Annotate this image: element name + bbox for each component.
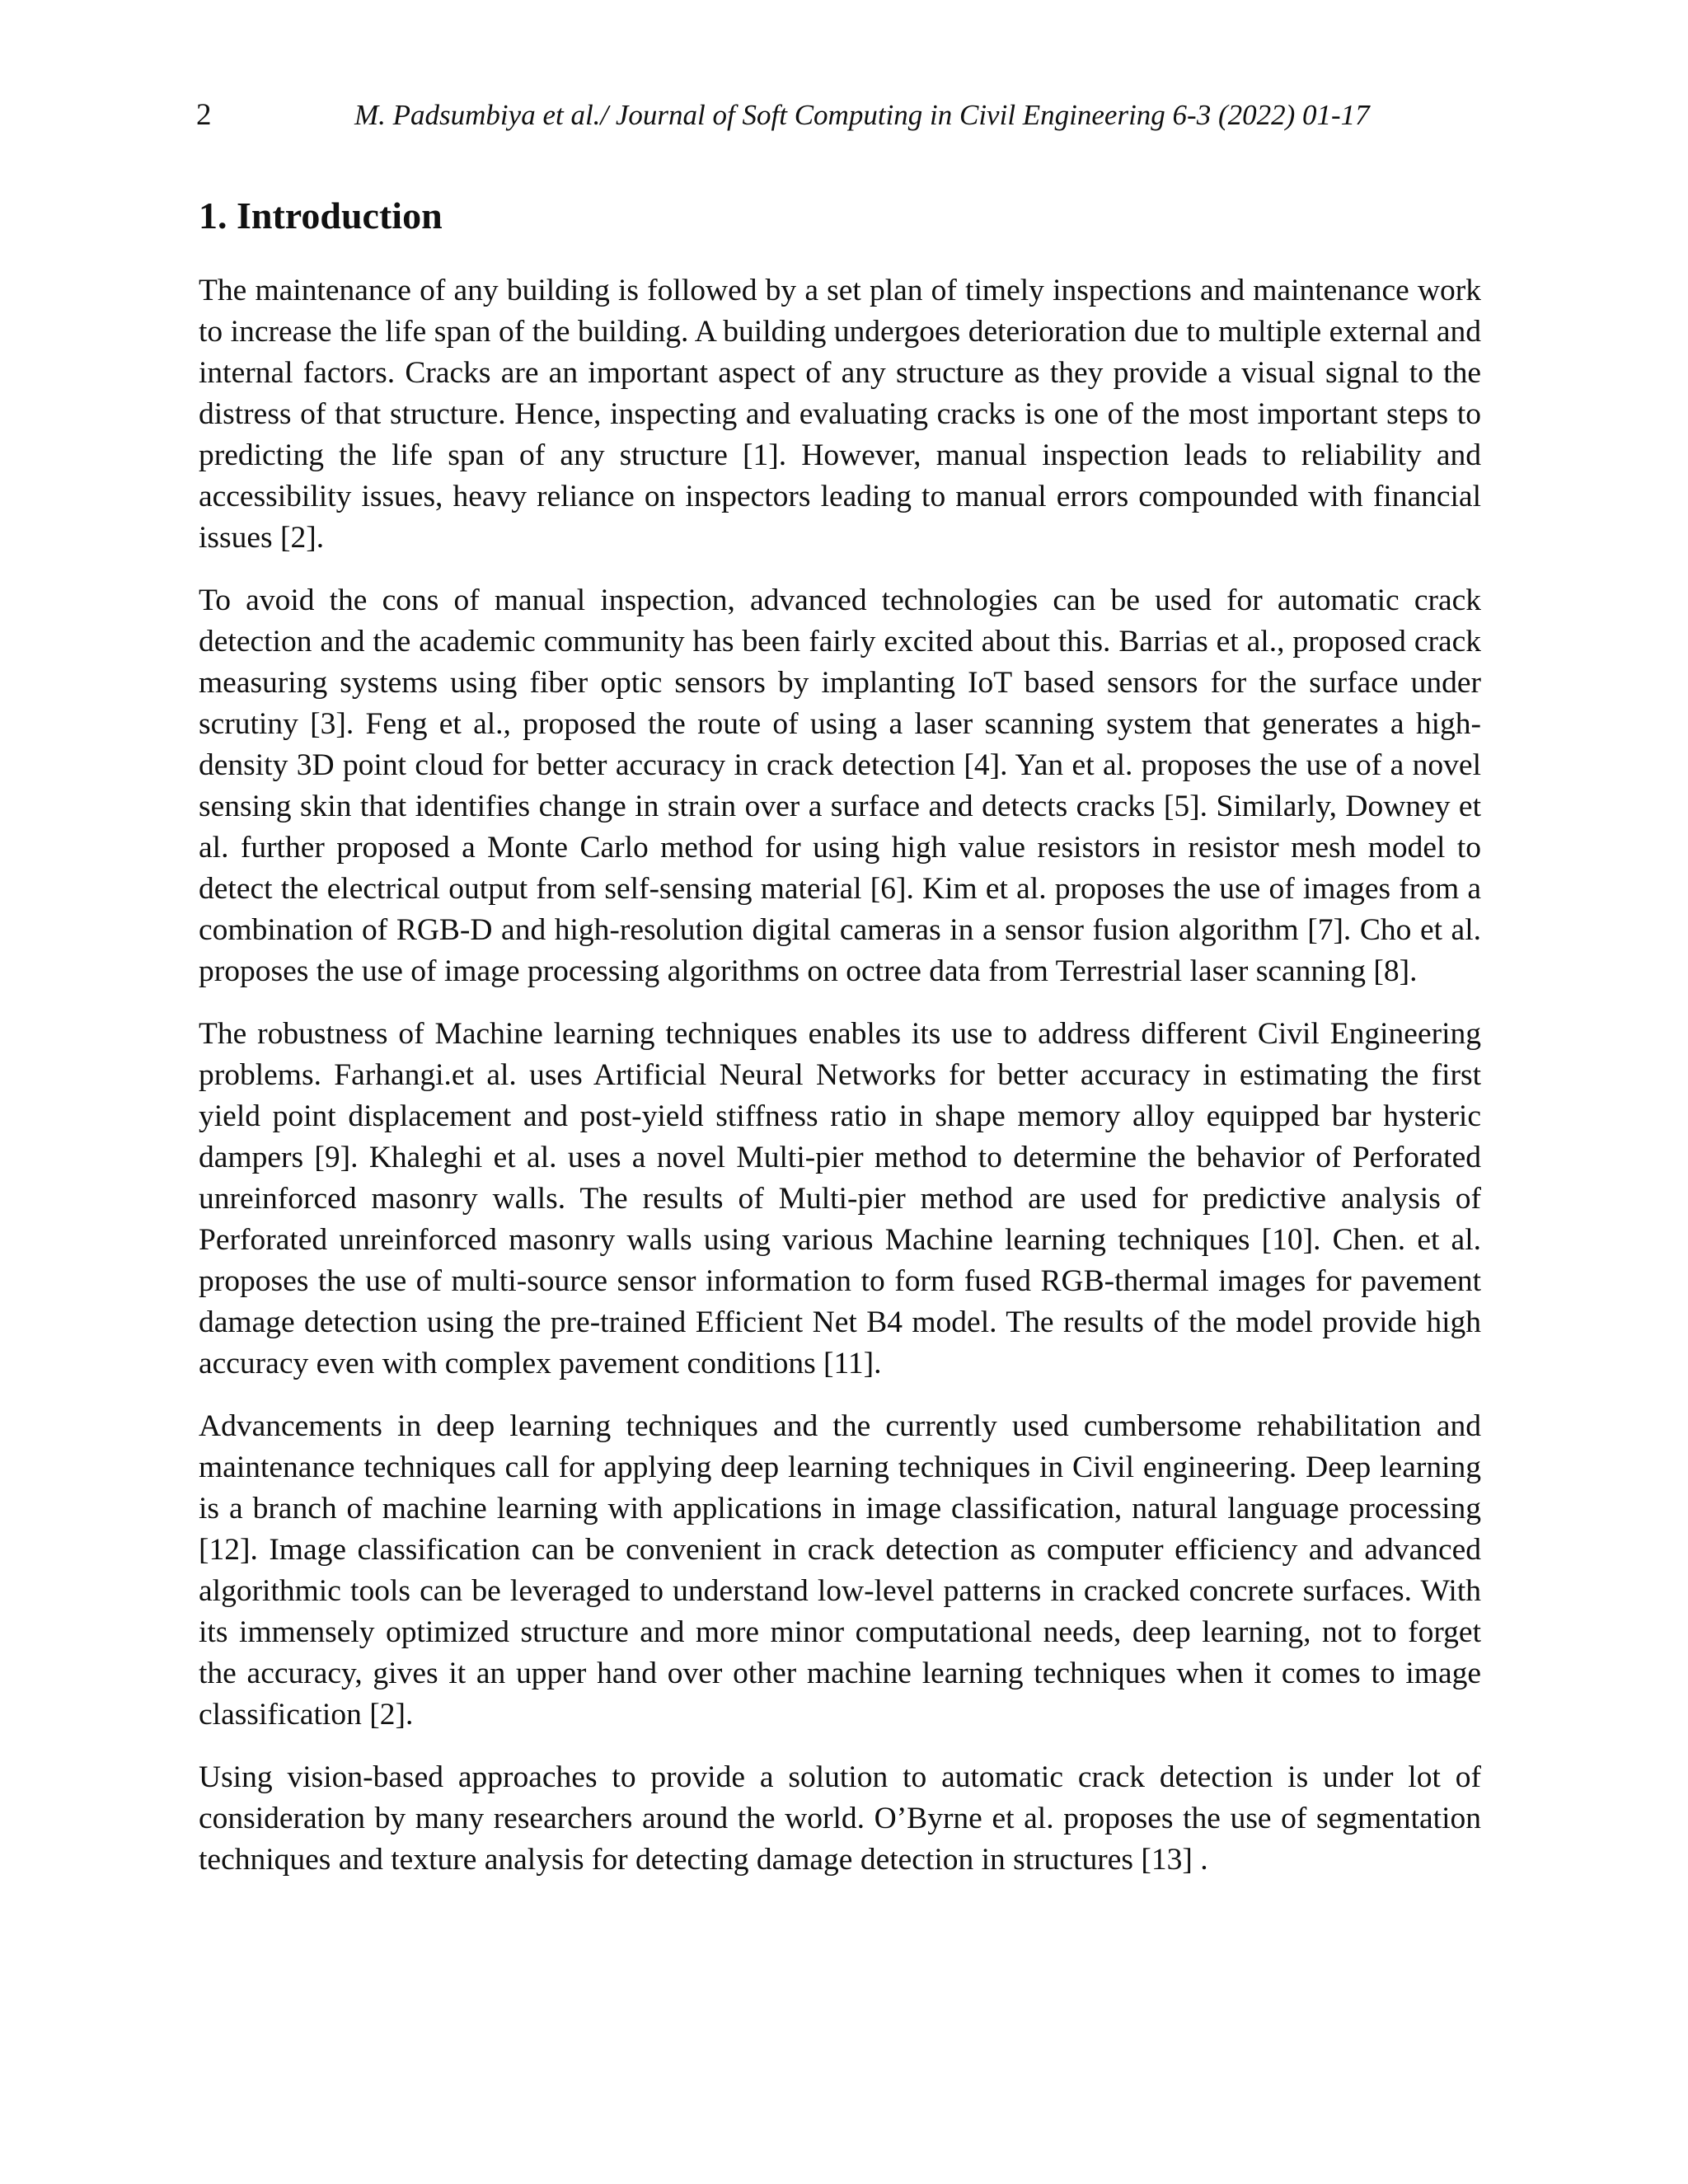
running-header: M. Padsumbiya et al./ Journal of Soft Computing in Civil Engineering 6-3 (2022) 01-17 <box>354 99 1370 131</box>
section-introduction <box>199 191 1481 1902</box>
paragraph-1: The maintenance of any building is followed by a set plan of timely inspections and maintenance work to increase the life span of the building. A building undergoes deterioration due to multiple external and internal factors. Cracks are an important aspect of any structure as they provide a visual signal to the distress of that structure. Hence, inspecting and evaluating cracks is one of the most important steps to predicting the life span of any structure [1]. However, manual inspection leads to reliability and accessibility issues, heavy reliance on inspectors leading to manual errors compounded with financial issues [2]. <box>199 274 1481 555</box>
paragraph-4: Advancements in deep learning techniques and the currently used cumbersome rehabilitation and maintenance techniques call for applying deep learning techniques in Civil engineering. Deep learning is a branch of machine learning with applications in image classification, natural language processing [12]. Image classification can be convenient in crack detection as computer efficiency and advanced algorithmic tools can be leveraged to understand low-level patterns in cracked concrete surfaces. With its immensely optimized structure and more minor computational needs, deep learning, not to forget the accuracy, gives it an upper hand over other machine learning techniques when it comes to image classification [2]. <box>199 1409 1481 1732</box>
paragraph-3: The robustness of Machine learning techniques enables its use to address different Civil Engineering problems. Farhangi.et al. uses Artificial Neural Networks for better accuracy in estimating the first yield point displacement and post-yield stiffness ratio in shape memory alloy equipped bar hysteric dampers [9]. Khaleghi et al. uses a novel Multi-pier method to determine the behavior of Perforated unreinforced masonry walls. The results of Multi-pier method are used for predictive analysis of Perforated unreinforced masonry walls using various Machine learning techniques [10]. Chen. et al. proposes the use of multi-source sensor information to form fused RGB-thermal images for pavement damage detection using the pre-trained Efficient Net B4 model. The results of the model provide high accuracy even with complex pavement conditions [11]. <box>199 1017 1481 1380</box>
paragraph-2: To avoid the cons of manual inspection, advanced technologies can be used for automatic crack detection and the academic community has been fairly excited about this. Barrias et al., proposed crack measuring systems using fiber optic sensors by implanting IoT based sensors for the surface under scrutiny [3]. Feng et al., proposed the route of using a laser scanning system that generates a high-density 3D point cloud for better accuracy in crack detection [4]. Yan et al. proposes the use of a novel sensing skin that identifies change in strain over a surface and detects cracks [5]. Similarly, Downey et al. further proposed a Monte Carlo method for using high value resistors in resistor mesh model to detect the electrical output from self-sensing material [6]. Kim et al. proposes the use of images from a combination of RGB-D and high-resolution digital cameras in a sensor fusion algorithm [7]. Cho et al. proposes the use of image processing algorithms on octree data from Terrestrial laser scanning [8]. <box>199 583 1481 988</box>
section-heading: 1. Introduction <box>199 194 443 237</box>
paragraph-5: Using vision-based approaches to provide a solution to automatic crack detection is under lot of consideration by many researchers around the world. O’Byrne et al. proposes the use of segmentation techniques and texture analysis for detecting damage detection in structures [13] . <box>199 1760 1481 1877</box>
page-number: 2 <box>196 98 212 132</box>
